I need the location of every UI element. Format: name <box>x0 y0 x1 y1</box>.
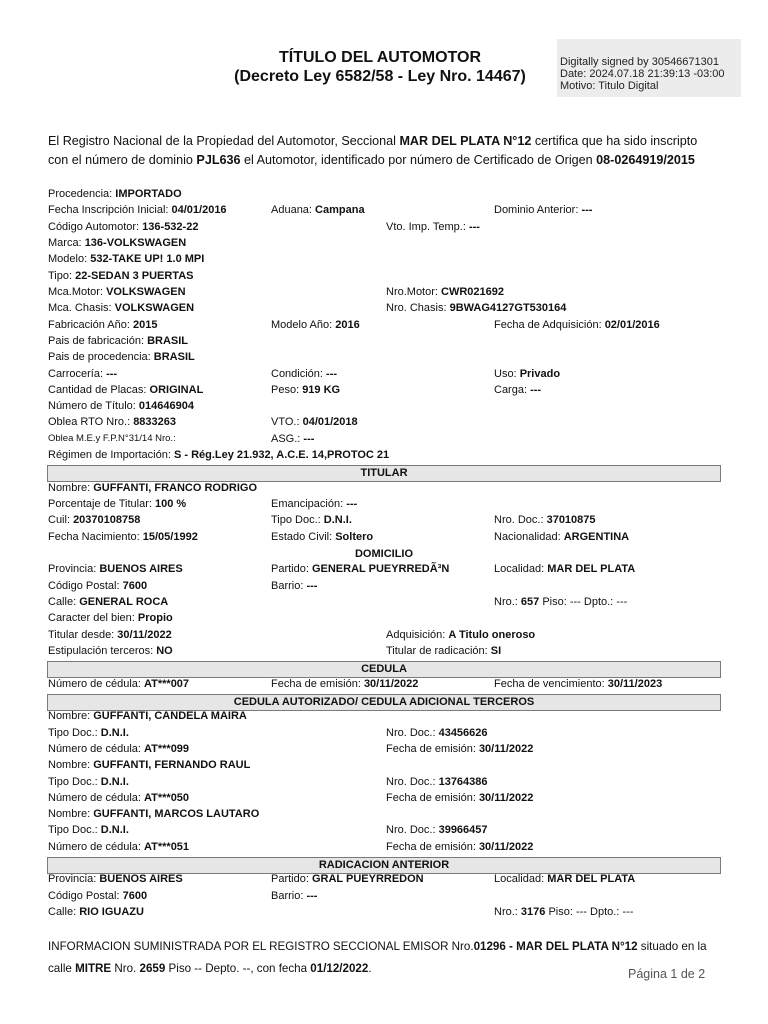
intro-seccional: MAR DEL PLATA N°12 <box>399 134 532 148</box>
field-value: MAR DEL PLATA <box>547 873 636 886</box>
field-condici-n <box>271 368 337 384</box>
field-label: Modelo Año: <box>271 318 336 331</box>
field-calle <box>48 596 168 612</box>
field-uso <box>494 368 560 384</box>
field-value: --- <box>581 204 593 217</box>
field-label: Nombre: <box>48 710 94 723</box>
field-n-mero-de-c-dula <box>48 678 189 694</box>
field-fecha-de-emisi-n <box>386 743 533 759</box>
field-tipo-doc <box>48 824 129 840</box>
field-value: VOLKSWAGEN <box>106 285 186 298</box>
field-value: 532-TAKE UP! 1.0 MPI <box>90 253 205 266</box>
field-fecha-nacimiento <box>48 531 198 547</box>
field-label: Nro. Doc.: <box>494 514 547 527</box>
field-label: Carrocería: <box>48 367 107 380</box>
field-fecha-de-adquisici-n <box>494 319 660 335</box>
field-label: Cuil: <box>48 514 74 527</box>
section-header-domicilio: DOMICILIO <box>354 548 414 561</box>
field-value: --- <box>346 498 358 511</box>
field-label: VTO.: <box>271 416 303 429</box>
field-label: Número de cédula: <box>48 840 144 853</box>
field-value: 3176 <box>520 906 546 919</box>
field-modelo <box>48 253 204 269</box>
field-fabricaci-n-a-o <box>48 319 157 335</box>
field-pais-de-fabricaci-n <box>48 335 188 351</box>
field-value: GRAL PUEYRREDON <box>311 873 424 886</box>
field-label: Tipo Doc.: <box>48 824 101 837</box>
field-label: Oblea RTO Nro.: <box>48 416 134 429</box>
field-label: Número de Título: <box>48 400 139 413</box>
field-value: VOLKSWAGEN <box>114 302 195 315</box>
field-label: Estado Civil: <box>271 530 336 543</box>
digital-signature-box <box>557 39 741 97</box>
field-nombre <box>48 808 259 824</box>
field-titular-desde <box>48 629 172 645</box>
field-value: Privado <box>519 367 561 380</box>
footer-calle: MITRE <box>75 962 112 975</box>
field-value: 30/11/2022 <box>478 840 534 853</box>
field-nro-doc <box>386 776 488 792</box>
field-value: D.N.I. <box>100 726 129 739</box>
field-label: Número de cédula: <box>48 677 144 690</box>
field-label: Fecha de Adquisición: <box>494 318 605 331</box>
field-cantidad-de-placas <box>48 384 203 400</box>
footer-text: Nro. <box>111 962 140 975</box>
field-value: 39966457 <box>438 824 488 837</box>
field-label: Oblea M.E.y F.P.N°31/14 Nro.: <box>48 432 176 444</box>
field-value: 7600 <box>122 889 148 902</box>
field-label: Nro. Doc.: <box>386 824 439 837</box>
field-label: Adquisición: <box>386 628 449 641</box>
intro-certificado: 08-0264919/2015 <box>596 153 695 167</box>
field-value: 30/11/2022 <box>478 742 534 755</box>
field-label: Titular desde: <box>48 628 118 641</box>
field-tipo-doc <box>48 776 129 792</box>
field-label: Procedencia: <box>48 188 116 200</box>
field-tipo <box>48 270 194 286</box>
field-label: Nro.: <box>494 906 521 919</box>
field-localidad <box>494 563 635 579</box>
field-value: A Titulo oneroso <box>448 628 536 641</box>
field-label: Cantidad de Placas: <box>48 383 150 396</box>
section-header-radicacion-anterior: RADICACION ANTERIOR <box>47 857 721 874</box>
field-value: --- <box>468 220 480 233</box>
field-label: Fabricación Año: <box>48 318 133 331</box>
field-nro <box>494 596 627 612</box>
field-label: Fecha de emisión: <box>271 677 364 690</box>
field-provincia <box>48 563 183 579</box>
field-label: Caracter del bien: <box>48 612 138 625</box>
field-nombre <box>48 710 247 726</box>
field-label: Nro.: <box>494 596 521 608</box>
footer-nro: 2659 <box>139 962 166 975</box>
field-marca <box>48 237 186 253</box>
footer-registro: 01296 - MAR DEL PLATA N°12 <box>473 940 638 953</box>
field-label: Uso: <box>494 367 520 380</box>
field-label: Fecha Nacimiento: <box>48 530 143 543</box>
field-value: 136-VOLKSWAGEN <box>84 236 187 249</box>
field-c-digo-automotor <box>48 221 198 237</box>
field-label: Estipulación terceros: <box>48 644 157 657</box>
field-n-mero-de-t-tulo <box>48 400 194 416</box>
field-value: AT***099 <box>144 742 190 755</box>
field-titular-de-radicaci-n <box>386 645 501 661</box>
field-localidad <box>494 873 635 889</box>
field-adquisici-n <box>386 629 535 645</box>
field-fecha-de-emisi-n <box>386 841 533 857</box>
document-title: TÍTULO DEL AUTOMOTOR <box>278 49 482 66</box>
field-label: Número de cédula: <box>48 791 144 804</box>
field-label: Tipo Doc.: <box>48 726 101 739</box>
field-aduana <box>271 204 365 220</box>
field-extra: Piso: --- Dpto.: --- <box>539 596 628 608</box>
field-value: 014646904 <box>138 400 194 413</box>
field-value: 2016 <box>335 318 360 331</box>
field-vto <box>271 416 358 432</box>
field-value: --- <box>530 383 542 396</box>
field-barrio <box>271 890 317 906</box>
field-value: 20370108758 <box>73 514 141 527</box>
field-label: Modelo: <box>48 253 91 266</box>
field-procedencia <box>48 188 182 204</box>
field-value: Soltero <box>335 530 374 543</box>
field-label: Tipo Doc.: <box>48 775 101 788</box>
field-nro-doc <box>494 514 596 530</box>
field-tipo-doc <box>271 514 352 530</box>
field-label: Aduana: <box>271 204 316 217</box>
field-nro-chasis <box>386 302 566 318</box>
field-label: Calle: <box>48 596 80 608</box>
field-asg <box>271 433 314 449</box>
field-value: 657 <box>520 596 540 608</box>
field-label: ASG.: <box>271 432 304 445</box>
signature-date: Date: 2024.07.18 21:39:13 -03:00 <box>560 68 725 80</box>
field-nro-doc <box>386 727 488 743</box>
field-value: ARGENTINA <box>563 530 630 543</box>
field-nro <box>494 906 633 922</box>
field-value: Propio <box>137 612 173 625</box>
field-value: --- <box>326 367 338 380</box>
field-label: Calle: <box>48 906 80 919</box>
field-calle <box>48 906 144 922</box>
field-nro-doc <box>386 824 488 840</box>
field-label: Pais de procedencia: <box>48 351 154 364</box>
field-label: Dominio Anterior: <box>494 204 582 217</box>
section-header-titular: TITULAR <box>47 465 721 482</box>
field-fecha-inscripci-n-inicial <box>48 204 227 220</box>
field-dominio-anterior <box>494 204 592 220</box>
field-value: 30/11/2022 <box>363 677 419 690</box>
field-value: 13764386 <box>438 775 488 788</box>
footer-fecha: 01/12/2022 <box>310 962 369 975</box>
field-value: AT***050 <box>144 791 190 804</box>
field-value: --- <box>106 367 118 380</box>
field-nacionalidad <box>494 531 629 547</box>
field-mca-chasis <box>48 302 194 318</box>
field-value: --- <box>306 579 318 592</box>
field-caracter-del-bien <box>48 612 173 628</box>
field-value: 04/01/2018 <box>302 416 358 429</box>
field-value: BUENOS AIRES <box>99 563 183 576</box>
field-value: 43456626 <box>438 726 488 739</box>
field-value: D.N.I. <box>323 514 352 527</box>
field-n-mero-de-c-dula <box>48 841 189 857</box>
field-tipo-doc <box>48 727 129 743</box>
field-extra: Piso: --- Dpto.: --- <box>545 906 634 919</box>
field-label: Código Automotor: <box>48 220 143 233</box>
field-value: 919 KG <box>302 383 341 396</box>
field-value: D.N.I. <box>100 775 129 788</box>
field-label: Nro. Chasis: <box>386 302 450 315</box>
field-value: GUFFANTI, FRANCO RODRIGO <box>93 481 258 494</box>
field-value: RIO IGUAZU <box>79 906 144 919</box>
field-value: 37010875 <box>546 514 596 527</box>
intro-text: certifica que ha sido inscripto <box>531 134 698 148</box>
field-value: GENERAL ROCA <box>79 596 169 608</box>
footer-text: Piso -- Depto. --, con fecha <box>165 962 311 975</box>
field-label: Nombre: <box>48 759 94 772</box>
intro-line-2 <box>48 153 695 167</box>
document-subtitle: (Decreto Ley 6582/58 - Ley Nro. 14467) <box>234 68 526 85</box>
field-label: Pais de fabricación: <box>48 334 148 347</box>
field-value: 2015 <box>133 318 158 331</box>
field-porcentaje-de-titular <box>48 498 186 514</box>
field-value: 30/11/2023 <box>607 677 663 690</box>
field-label: Fecha de emisión: <box>386 791 479 804</box>
field-oblea-rto-nro <box>48 416 176 432</box>
field-estado-civil <box>271 531 373 547</box>
field-value: S - Rég.Ley 21.932, A.C.E. 14,PROTOC 21 <box>173 449 390 462</box>
field-label: Emancipación: <box>271 498 347 511</box>
field-oblea-m-e-y-f-p-n-31-14-nro <box>48 433 176 449</box>
field-provincia <box>48 873 183 889</box>
field-label: Porcentaje de Titular: <box>48 498 156 511</box>
field-label: Fecha Inscripción Inicial: <box>48 204 172 217</box>
footer-line-2 <box>48 962 372 975</box>
field-label: Localidad: <box>494 563 548 576</box>
field-label: Barrio: <box>271 579 307 592</box>
field-label: Código Postal: <box>48 579 123 592</box>
field-label: Carga: <box>494 383 531 396</box>
field-label: Régimen de Importación: <box>48 449 174 462</box>
field-value: BRASIL <box>147 334 189 347</box>
field-vto-imp-temp <box>386 221 480 237</box>
field-fecha-de-emisi-n <box>271 678 418 694</box>
field-emancipaci-n <box>271 498 357 514</box>
field-value: GUFFANTI, FERNANDO RAUL <box>93 759 251 772</box>
field-label: Fecha de emisión: <box>386 742 479 755</box>
field-nro-motor <box>386 286 504 302</box>
field-value: 30/11/2022 <box>117 628 172 641</box>
field-value: CWR021692 <box>441 285 504 298</box>
field-value: ORIGINAL <box>149 383 204 396</box>
field-carrocer-a <box>48 368 117 384</box>
field-label: Mca. Chasis: <box>48 302 115 315</box>
field-label: Nro.Motor: <box>386 285 442 298</box>
field-carga <box>494 384 541 400</box>
field-value: AT***007 <box>144 677 190 690</box>
field-label: Tipo Doc.: <box>271 514 324 527</box>
field-fecha-de-vencimiento <box>494 678 662 694</box>
field-label: Marca: <box>48 236 85 249</box>
field-value: BRASIL <box>153 351 195 364</box>
field-label: Nro. Doc.: <box>386 775 439 788</box>
field-label: Provincia: <box>48 873 100 886</box>
field-label: Mca.Motor: <box>48 285 107 298</box>
field-mca-motor <box>48 286 186 302</box>
intro-text: El Registro Nacional de la Propiedad del Automotor, Seccional <box>48 134 400 148</box>
field-label: Nombre: <box>48 481 94 494</box>
field-partido <box>271 873 424 889</box>
field-pais-de-procedencia <box>48 351 195 367</box>
field-value: IMPORTADO <box>115 188 182 200</box>
field-label: Provincia: <box>48 563 100 576</box>
field-partido <box>271 563 449 579</box>
field-label: Fecha de vencimiento: <box>494 677 608 690</box>
field-label: Fecha de emisión: <box>386 840 479 853</box>
field-peso <box>271 384 340 400</box>
field-label: Código Postal: <box>48 889 123 902</box>
intro-text: el Automotor, identificado por número de Certificado de Origen <box>240 153 597 167</box>
field-label: Tipo: <box>48 269 76 282</box>
footer-text: . <box>368 962 372 975</box>
footer-text: situado en la <box>637 940 707 953</box>
field-barrio <box>271 580 317 596</box>
field-value: --- <box>303 432 315 445</box>
field-label: Nacionalidad: <box>494 530 564 543</box>
field-value: GUFFANTI, CANDELA MAIRA <box>93 710 247 723</box>
field-r-gimen-de-importaci-n <box>48 449 389 465</box>
field-value: AT***051 <box>144 840 190 853</box>
field-value: GENERAL PUEYRREDÃ³N <box>311 563 450 576</box>
field-value: 100 % <box>155 498 187 511</box>
field-value: BUENOS AIRES <box>99 873 183 886</box>
field-label: Nombre: <box>48 808 94 821</box>
field-n-mero-de-c-dula <box>48 743 189 759</box>
footer-line-1 <box>48 940 707 953</box>
intro-dominio: PJL636 <box>196 153 241 167</box>
intro-line-1 <box>48 134 697 148</box>
intro-text: con el número de dominio <box>48 153 197 167</box>
field-nombre <box>48 759 250 775</box>
field-value: 136-532-22 <box>142 220 199 233</box>
field-value: 04/01/2016 <box>171 204 227 217</box>
field-value: 7600 <box>122 579 148 592</box>
field-label: Titular de radicación: <box>386 644 491 657</box>
page-number: Página 1 de 2 <box>628 967 706 981</box>
field-value: --- <box>306 889 318 902</box>
field-label: Vto. Imp. Temp.: <box>386 220 469 233</box>
field-value: D.N.I. <box>100 824 129 837</box>
field-estipulaci-n-terceros <box>48 645 173 661</box>
field-value: 22-SEDAN 3 PUERTAS <box>75 269 194 282</box>
signature-signed-by: Digitally signed by 30546671301 <box>560 56 720 68</box>
field-modelo-a-o <box>271 319 360 335</box>
field-c-digo-postal <box>48 890 147 906</box>
field-label: Partido: <box>271 563 312 576</box>
field-value: 8833263 <box>133 416 177 429</box>
footer-text: calle <box>48 962 76 975</box>
signature-reason: Motivo: Titulo Digital <box>560 80 659 92</box>
field-label: Barrio: <box>271 889 307 902</box>
field-value: NO <box>156 644 173 657</box>
field-label: Nro. Doc.: <box>386 726 439 739</box>
field-label: Partido: <box>271 873 312 886</box>
section-header-cedula: CEDULA <box>47 661 721 678</box>
field-value: 30/11/2022 <box>478 791 534 804</box>
field-fecha-de-emisi-n <box>386 792 533 808</box>
field-value: 15/05/1992 <box>142 530 198 543</box>
field-nombre <box>48 482 257 498</box>
field-label: Condición: <box>271 367 327 380</box>
field-label: Peso: <box>271 383 303 396</box>
field-value: Campana <box>315 204 365 217</box>
field-n-mero-de-c-dula <box>48 792 189 808</box>
section-header-cedula-autorizado-cedula-adicional-terceros: CEDULA AUTORIZADO/ CEDULA ADICIONAL TERCEROS <box>47 694 721 711</box>
field-c-digo-postal <box>48 580 147 596</box>
field-value: GUFFANTI, MARCOS LAUTARO <box>93 808 260 821</box>
field-value: 9BWAG4127GT530164 <box>449 302 567 315</box>
field-value: 02/01/2016 <box>604 318 660 331</box>
field-value: MAR DEL PLATA <box>547 563 636 576</box>
field-label: Localidad: <box>494 873 548 886</box>
footer-text: INFORMACION SUMINISTRADA POR EL REGISTRO SECCIONAL EMISOR Nro. <box>48 940 474 953</box>
field-cuil <box>48 514 140 530</box>
field-label: Número de cédula: <box>48 742 144 755</box>
field-value: SI <box>490 644 502 657</box>
